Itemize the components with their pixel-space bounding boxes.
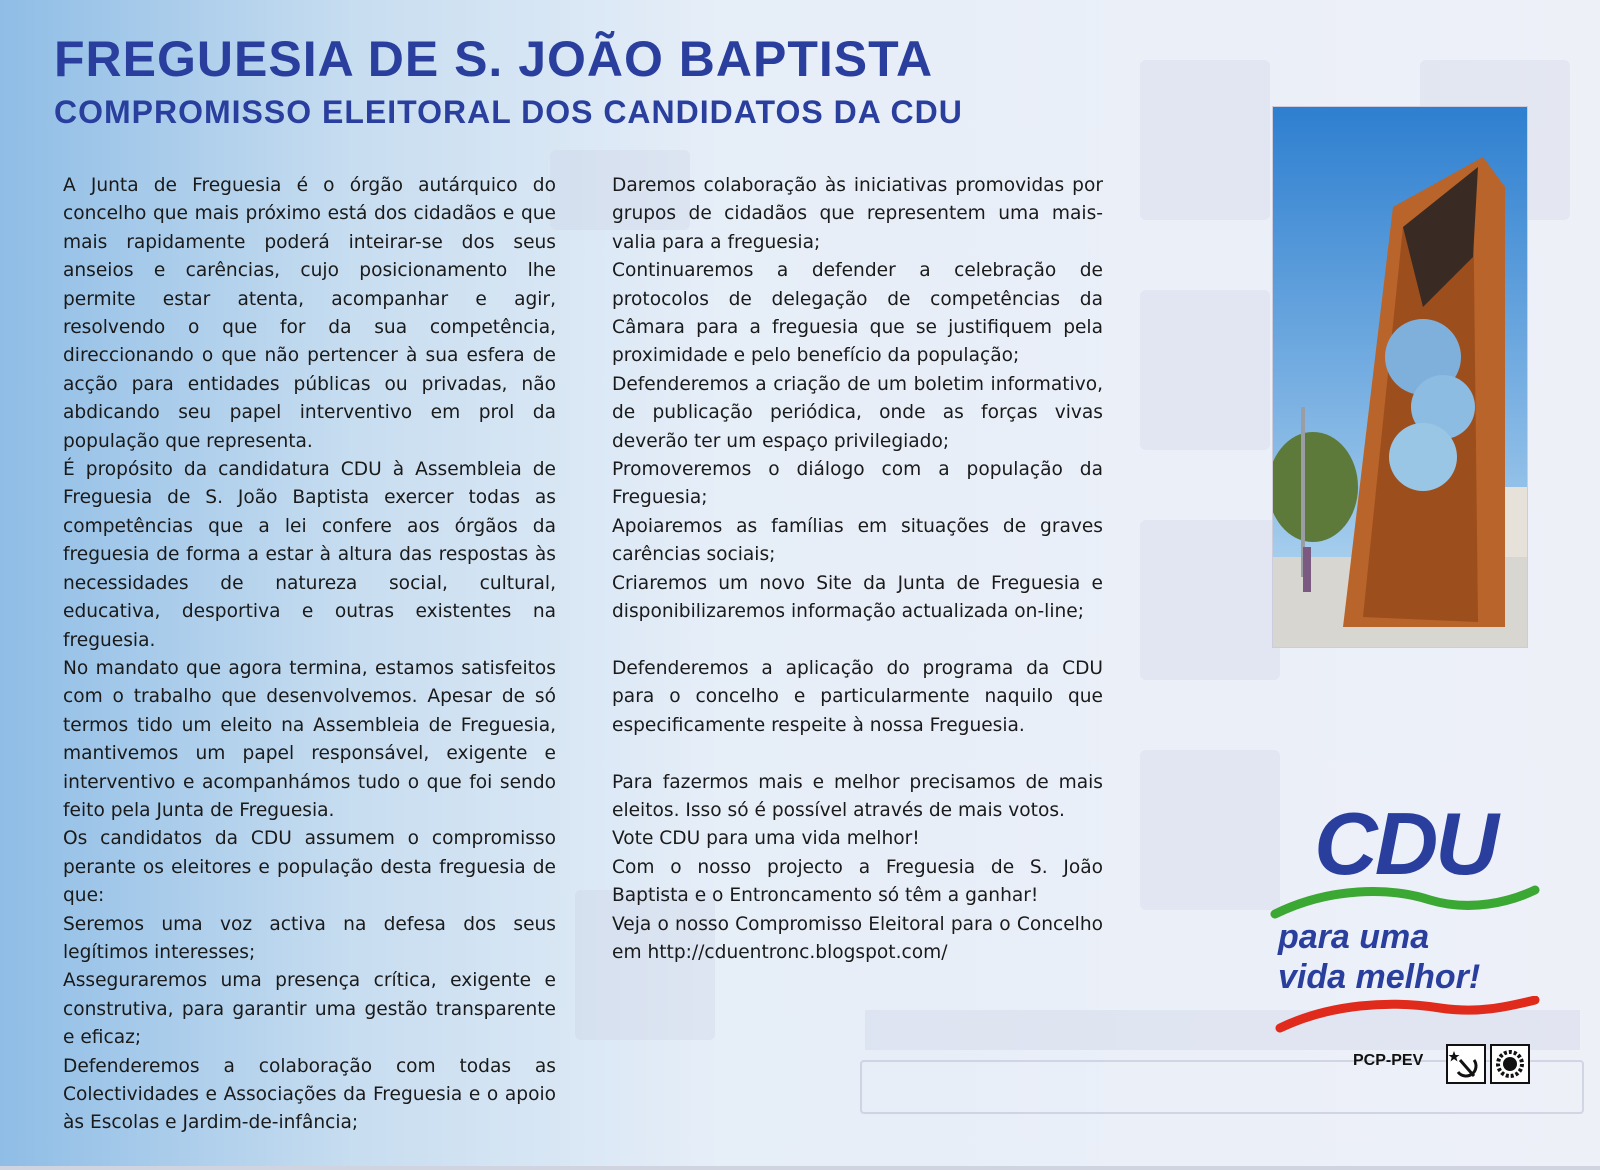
background-portrait (1140, 520, 1280, 680)
spacer (612, 627, 1103, 655)
paragraph: Os candidatos da CDU assumem o compromisso perante os eleitores e população desta freguesia de que: (63, 828, 556, 907)
cdu-logo (1270, 794, 1540, 1040)
paragraph: A Junta de Freguesia é o órgão autárquico do concelho que mais próximo está dos cidadãos e que mais rapidamente poderá inteirar-se dos seus anseios e carências, cujo posicionamento lhe permite estar atenta, acompanhar e agir, resolvendo o que for da sua competência, direccionando o que não pertencer à sua esfera de acção para entidades públicas ou privadas, não abdicando seu papel interventivo em prol da população que representa. (63, 175, 556, 452)
sculpture-photo (1272, 106, 1528, 648)
page-subtitle: COMPROMISSO ELEITORAL DOS CANDIDATOS DA CDU (54, 94, 963, 130)
paragraph: Vote CDU para uma vida melhor! (612, 828, 920, 850)
paragraph: É propósito da candidatura CDU à Assembleia de Freguesia de S. João Baptista exercer todas as competências que a lei confere aos órgãos da freguesia de forma a estar à altura das respostas às necessidades de natureza social, cultural, educativa, desportiva e outras existentes na freguesia. (63, 459, 556, 651)
background-portrait (1140, 290, 1270, 450)
paragraph: Continuaremos a defender a celebração de protocolos de delegação de competências da Câmara para a freguesia que se justifiquem pela proximidade e pelo benefício da população; (612, 260, 1103, 367)
sickle-hammer-icon (1446, 1044, 1486, 1084)
paragraph: Daremos colaboração às iniciativas promovidas por grupos de cidadãos que representem uma mais-valia para a freguesia; (612, 175, 1103, 253)
sunflower-icon (1490, 1044, 1530, 1084)
paragraph: Defenderemos a criação de um boletim informativo, de publicação periódica, onde as forças vivas deverão ter um espaço privilegiado; (612, 373, 1103, 452)
green-wave-icon (1270, 882, 1540, 922)
paragraph: Criaremos um novo Site da Junta de Freguesia e disponibilizaremos informação actualizada on-line; (612, 572, 1103, 623)
paragraph: Apoiaremos as famílias em situações de graves carências sociais; (612, 515, 1103, 566)
page-title: FREGUESIA DE S. JOÃO BAPTISTA (54, 31, 934, 87)
spacer (612, 740, 1103, 768)
paragraph: Veja o nosso Compromisso Eleitoral para o Concelho em http://cduentronc.blogspot.com/ (612, 913, 1103, 963)
red-wave-icon (1270, 996, 1540, 1036)
paragraph: Para fazermos mais e melhor precisamos de mais eleitos. Isso só é possível através de mais votos. (612, 771, 1103, 821)
paragraph: Com o nosso projecto a Freguesia de S. João Baptista e o Entroncamento só têm a ganhar! (612, 856, 1103, 907)
page-edge (0, 1166, 1600, 1170)
paragraph: Asseguraremos uma presença crítica, exigente e construtiva, para garantir uma gestão transparente e eficaz; (63, 970, 556, 1049)
paragraph: Defenderemos a colaboração com todas as Colectividades e Associações da Freguesia e o apoio às Escolas e Jardim-de-infância; (63, 1055, 556, 1134)
paragraph: Defenderemos a aplicação do programa da CDU para o concelho e particularmente naquilo que especificamente respeite à nossa Freguesia. (612, 657, 1103, 736)
left-text-column (63, 172, 556, 1138)
logo-slogan-line1: para uma (1278, 918, 1430, 956)
logo-slogan-line2: vida melhor! (1278, 958, 1481, 996)
cdu-logo-text: CDU (1314, 794, 1496, 893)
paragraph: No mandato que agora termina, estamos satisfeitos com o trabalho que desenvolvemos. Apesar de só termos tido um eleito na Assembleia de Freguesia, mantivemos um papel responsável, exigente e interventivo e acompanhámos tudo o que foi sendo feito pela Junta de Freguesia. (63, 657, 556, 821)
background-portrait (1140, 750, 1280, 910)
paragraph: Seremos uma voz activa na defesa dos seus legítimos interesses; (63, 913, 556, 963)
background-portrait (1140, 60, 1270, 220)
party-label: PCP-PEV (1353, 1052, 1424, 1069)
paragraph: Promoveremos o diálogo com a população da Freguesia; (612, 459, 1103, 509)
right-text-column (612, 172, 1103, 967)
